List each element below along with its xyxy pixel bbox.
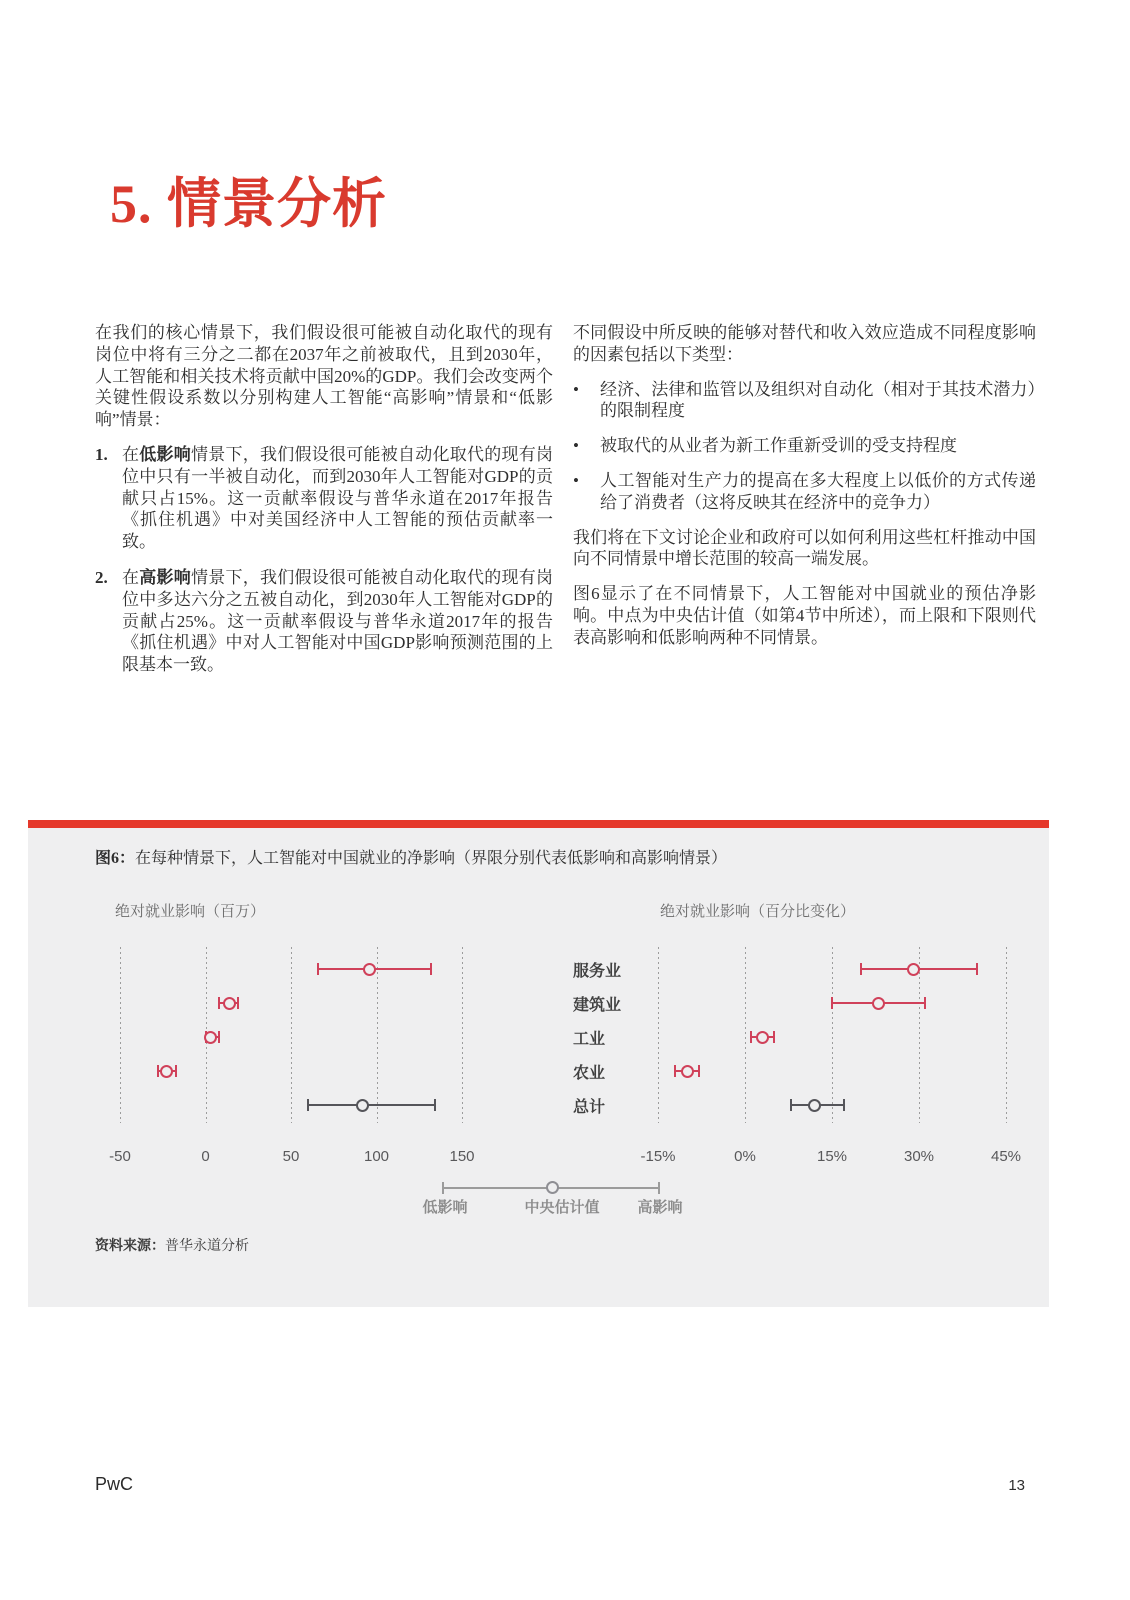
errorbar-high-cap xyxy=(218,1031,220,1043)
bullet-text: 人工智能对生产力的提高在多大程度上以低价的方式传递给了消费者（这将反映其在经济中的竞争力） xyxy=(600,470,1036,512)
page-number: 13 xyxy=(1008,1477,1025,1494)
x-tick-label: 0 xyxy=(201,1148,210,1165)
errorbar-high-cap xyxy=(773,1031,775,1043)
errorbar-low-cap xyxy=(831,997,833,1009)
category-label: 工业 xyxy=(573,1031,606,1048)
category-label: 农业 xyxy=(573,1065,606,1082)
errorbar-high-cap xyxy=(843,1099,845,1111)
errorbar-low-cap xyxy=(790,1099,792,1111)
gridline xyxy=(291,947,292,1123)
x-tick-label: 45% xyxy=(990,1148,1022,1165)
errorbar-总计 xyxy=(308,1104,435,1106)
intro-paragraph: 在我们的核心情景下，我们假设很可能被自动化取代的现有岗位中将有三分之二都在2037年之前被取代，且到2030年，人工智能和相关技术将贡献中国20%的GDP。我们会改变两个关键性假设系数以分别构建人工智能“高影响”情景和“低影响”情景： xyxy=(95,323,553,430)
list-number: 2. xyxy=(95,567,108,587)
page-title: 5. 情景分析 xyxy=(110,174,387,234)
midpoint-marker xyxy=(356,1099,369,1112)
gridline xyxy=(745,947,746,1123)
intro-paragraph: 不同假设中所反映的能够对替代和收入效应造成不同程度影响的因素包括以下类型： xyxy=(573,323,1036,364)
right-column xyxy=(573,322,1036,662)
x-tick-label: -15% xyxy=(640,1148,676,1165)
figure-title: 图6：在每种情景下，人工智能对中国就业的净影响（界限分别代表低影响和高影响情景） xyxy=(95,850,728,867)
errorbar-low-cap xyxy=(218,997,220,1009)
errorbar-high-cap xyxy=(430,963,432,975)
midpoint-marker xyxy=(204,1031,217,1044)
midpoint-marker xyxy=(160,1065,173,1078)
legend-label-central-estimate: 中央估计值 xyxy=(524,1200,600,1216)
midpoint-marker xyxy=(223,997,236,1010)
legend-label-low: 低影响 xyxy=(422,1200,468,1216)
errorbar-low-cap xyxy=(307,1099,309,1111)
bullet-icon: • xyxy=(573,436,579,456)
category-label: 总计 xyxy=(573,1099,606,1116)
midpoint-marker xyxy=(907,963,920,976)
category-label: 服务业 xyxy=(573,963,622,980)
legend-high-cap xyxy=(658,1182,660,1194)
pwc-logo: PwC xyxy=(95,1474,134,1494)
list-item xyxy=(95,444,553,553)
category-label: 建筑业 xyxy=(573,997,622,1014)
x-tick-label: -50 xyxy=(109,1148,131,1165)
x-tick-label: 150 xyxy=(449,1148,475,1165)
bullet-text: 被取代的从业者为新工作重新受训的受支持程度 xyxy=(600,436,957,456)
midpoint-marker xyxy=(872,997,885,1010)
errorbar-low-cap xyxy=(750,1031,752,1043)
right-chart-axis-title: 绝对就业影响（百分比变化） xyxy=(660,904,856,920)
x-tick-label: 0% xyxy=(734,1148,756,1165)
errorbar-low-cap xyxy=(157,1065,159,1077)
list-item-text: 在高影响情景下，我们假设很可能被自动化取代的现有岗位中多达六分之五被自动化，到2030年人工智能对GDP的贡献占25%。这一贡献率假设与普华永道2017年的报告《抓住机遇》中对人工智能对中国GDP影响预测范围的上限基本一致。 xyxy=(122,567,553,675)
gridline xyxy=(1006,947,1007,1123)
left-column xyxy=(95,322,553,690)
errorbar-low-cap xyxy=(860,963,862,975)
left-chart-axis-title: 绝对就业影响（百万） xyxy=(115,904,266,920)
paragraph: 图6显示了在不同情景下，人工智能对中国就业的预估净影响。中点为中央估计值（如第4节中所述），而上限和下限则代表高影响和低影响两种不同情景。 xyxy=(573,584,1036,647)
errorbar-low-cap xyxy=(317,963,319,975)
errorbar-high-cap xyxy=(976,963,978,975)
errorbar-high-cap xyxy=(924,997,926,1009)
gridline xyxy=(462,947,463,1123)
legend-midpoint-marker xyxy=(546,1181,559,1194)
gridline xyxy=(377,947,378,1123)
paragraph: 我们将在下文讨论企业和政府可以如何利用这些杠杆推动中国向不同情景中增长范围的较高一端发展。 xyxy=(573,527,1036,569)
bullet-icon: • xyxy=(573,379,579,399)
source-note: 资料来源：普华永道分析 xyxy=(95,1239,249,1254)
errorbar-high-cap xyxy=(175,1065,177,1077)
midpoint-marker xyxy=(681,1065,694,1078)
errorbar-high-cap xyxy=(698,1065,700,1077)
errorbar-low-cap xyxy=(674,1065,676,1077)
midpoint-marker xyxy=(808,1099,821,1112)
gridline xyxy=(919,947,920,1123)
x-tick-label: 50 xyxy=(282,1148,300,1165)
list-item-text: 在低影响情景下，我们假设很可能被自动化取代的现有岗位中只有一半被自动化，而到2030年人工智能对GDP的贡献只占15%。这一贡献率假设与普华永道在2017年报告《抓住机遇》中对美国经济中人工智能的预估贡献率一致。 xyxy=(122,444,553,552)
figure-accent-bar xyxy=(28,820,1049,828)
bullet-icon: • xyxy=(573,470,579,490)
x-tick-label: 100 xyxy=(363,1148,390,1165)
bullet-item xyxy=(573,435,1036,457)
figure-6-panel xyxy=(28,820,1049,1307)
gridline xyxy=(832,947,833,1123)
bullet-text: 经济、法律和监管以及组织对自动化（相对于其技术潜力）的限制程度 xyxy=(600,379,1036,421)
x-tick-label: 30% xyxy=(903,1148,935,1165)
bullet-item xyxy=(573,379,1036,423)
list-item xyxy=(95,567,553,676)
bullet-item xyxy=(573,470,1036,514)
errorbar-high-cap xyxy=(434,1099,436,1111)
errorbar-high-cap xyxy=(237,997,239,1009)
legend-label-high: 高影响 xyxy=(637,1200,683,1216)
midpoint-marker xyxy=(363,963,376,976)
gridline xyxy=(120,947,121,1123)
midpoint-marker xyxy=(756,1031,769,1044)
legend-low-cap xyxy=(442,1182,444,1194)
x-tick-label: 15% xyxy=(816,1148,848,1165)
list-number: 1. xyxy=(95,444,108,464)
